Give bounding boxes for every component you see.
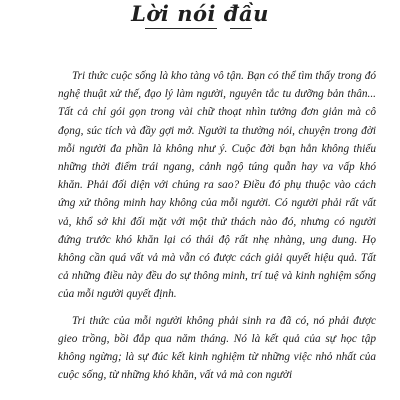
title-underline-left [145, 28, 217, 29]
paragraph-1: Tri thức cuộc sống là kho tàng vô tận. Bạn có thể tìm thấy trong đó nghệ thuật xử thế, đạo lý làm người, nguyên tắc tu dưỡng bản thân... Tất cả chỉ gói gọn trong vài chữ thoạt nhìn tưởng đơn giản mà cô đọng, súc tích và đầy gợi mở. Người ta thường nói, chuyện trong đời mỗi người đa phần là không như ý. Cuộc đời bạn hẳn không thiếu những thời điểm trái ngang, cảnh ngộ túng quẫn hay va vấp khó khăn. Phải đối diện với chúng ra sao? Điều đó phụ thuộc vào cách ứng xử thông minh hay không của mỗi người. Có người phải rất vất vả, khổ sở khi đối mặt với một thử thách nào đó, nhưng có người đứng trước khó khăn lại có thái độ rất nhẹ nhàng, ung dung. Họ không cần quá vất vả mà vẫn có được cách giải quyết hiệu quả. Tất cả những điều này đều do sự thông minh, trí tuệ và kinh nghiệm sống của mỗi người quyết định. [58, 70, 376, 301]
title-underline-right [230, 28, 252, 29]
body-text [58, 67, 376, 392]
page-title: Lời nói đầu [131, 1, 269, 26]
paragraph-2: Tri thức của mỗi người không phải sinh ra đã có, nó phải được gieo trồng, bồi đắp qua năm tháng. Nó là kết quả của sự học tập không ngừng; là sự đúc kết kinh nghiệm từ những việc nhỏ nhất của cuộc sống, từ những khó khăn, vất vả mà con người [58, 314, 376, 382]
title-area [0, 0, 400, 36]
